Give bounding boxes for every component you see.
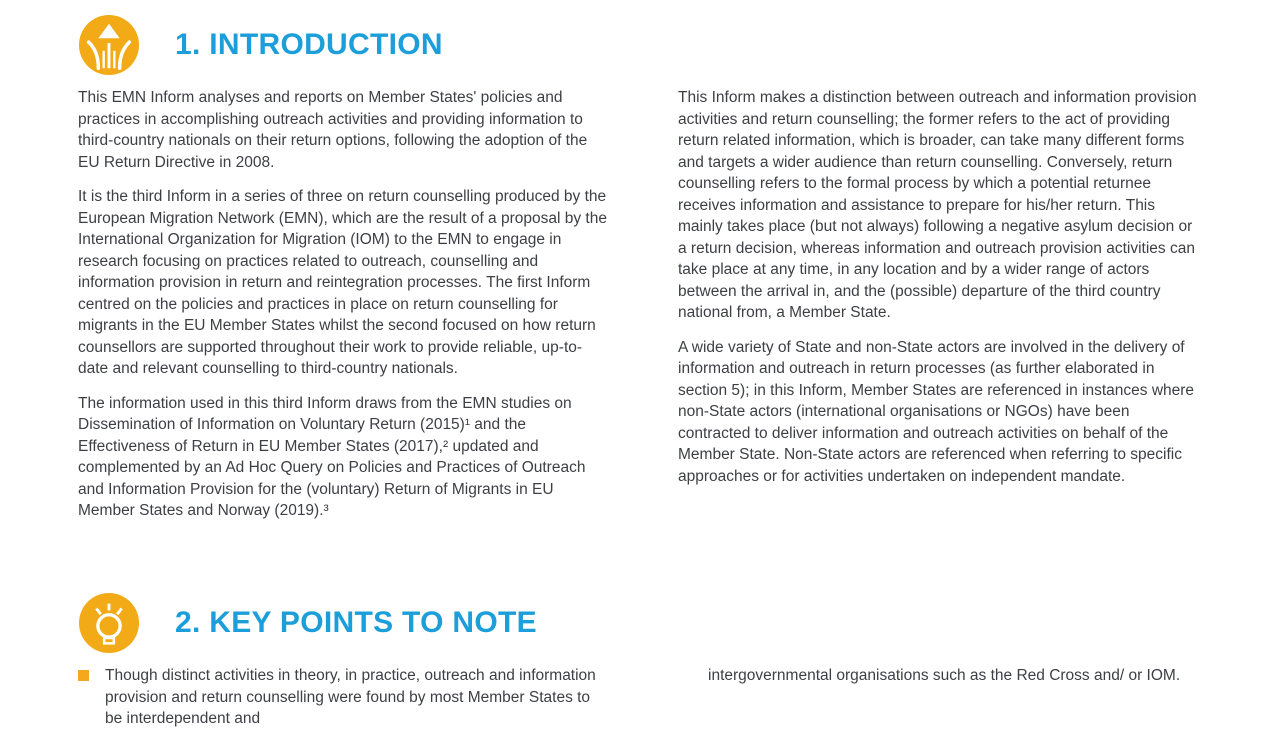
key-point-continuation-text: intergovernmental organisations such as the Red Cross and/ or IOM.: [708, 667, 1181, 684]
intro-paragraph-3: The information used in this third Inform draws from the EMN studies on Dissemination of Information on Voluntary Return (2015)¹ and the Effectiveness of Return in EU Member States (2017),² updated and complemented by an Ad Hoc Query on Policies and Practices of Outreach and Information Provision for the (voluntary) Return of Migrants in EU Member States and Norway (2019).³: [78, 394, 586, 519]
section-key-points-header: [78, 592, 1200, 654]
intro-paragraph-4: This Inform makes a distinction between outreach and information provision activities and return counselling; the former refers to the act of providing return related information, which is broader, can take many different forms and targets a wider audience than return counselling. Conversely, return counselling refers to the formal process by which a potential returnee receives information and assistance to prepare for his/her return. This mainly takes place (but not always) following a negative asylum decision or a return decision, whereas information and outreach provision activities can take place at any time, in any location and by a wider range of actors between the arrival in, and the (possible) departure of the third country national from, a Member State.: [678, 89, 1197, 321]
bullet-square-icon: [78, 670, 89, 681]
key-point-text: Though distinct activities in theory, in practice, outreach and information provision and return counselling were found by most Member States to be interdependent and: [105, 667, 596, 727]
diverging-arrows-icon: [78, 14, 140, 76]
section-key-points: [78, 592, 1200, 730]
section-title-key-points: 2. KEY POINTS TO NOTE: [175, 606, 537, 639]
lightbulb-icon: [78, 592, 140, 654]
introduction-right-column: [678, 87, 1200, 535]
intro-paragraph-2: It is the third Inform in a series of three on return counselling produced by the European Migration Network (EMN), which are the result of a proposal by the International Organization for Migration (IOM) to the EMN to engage in research focusing on practices related to outreach, counselling and information provision in return and reintegration processes. The first Inform centred on the policies and practices in place on return counselling for migrants in the EU Member States whilst the second focused on how return counsellors are supported throughout their work to provide reliable, up-to-date and relevant counselling to third-country nationals.: [78, 188, 607, 377]
section-title-introduction: 1. INTRODUCTION: [175, 28, 443, 61]
intro-paragraph-1: This EMN Inform analyses and reports on Member States' policies and practices in accomplishing outreach activities and providing information to third-country nationals on their return options, following the adoption of the EU Return Directive in 2008.: [78, 89, 588, 171]
section-introduction: [78, 14, 1200, 592]
intro-paragraph-5: A wide variety of State and non-State actors are involved in the delivery of information and outreach in return processes (as further elaborated in section 5); in this Inform, Member States are referenced in instances where non-State actors (international organisations or NGOs) have been contracted to deliver information and outreach activities on behalf of the Member State. Non-State actors are referenced when referring to specific approaches or for activities undertaken on independent mandate.: [678, 338, 1195, 485]
introduction-left-column: [78, 87, 611, 535]
introduction-columns: [78, 87, 1200, 535]
section-introduction-header: [78, 14, 1200, 76]
